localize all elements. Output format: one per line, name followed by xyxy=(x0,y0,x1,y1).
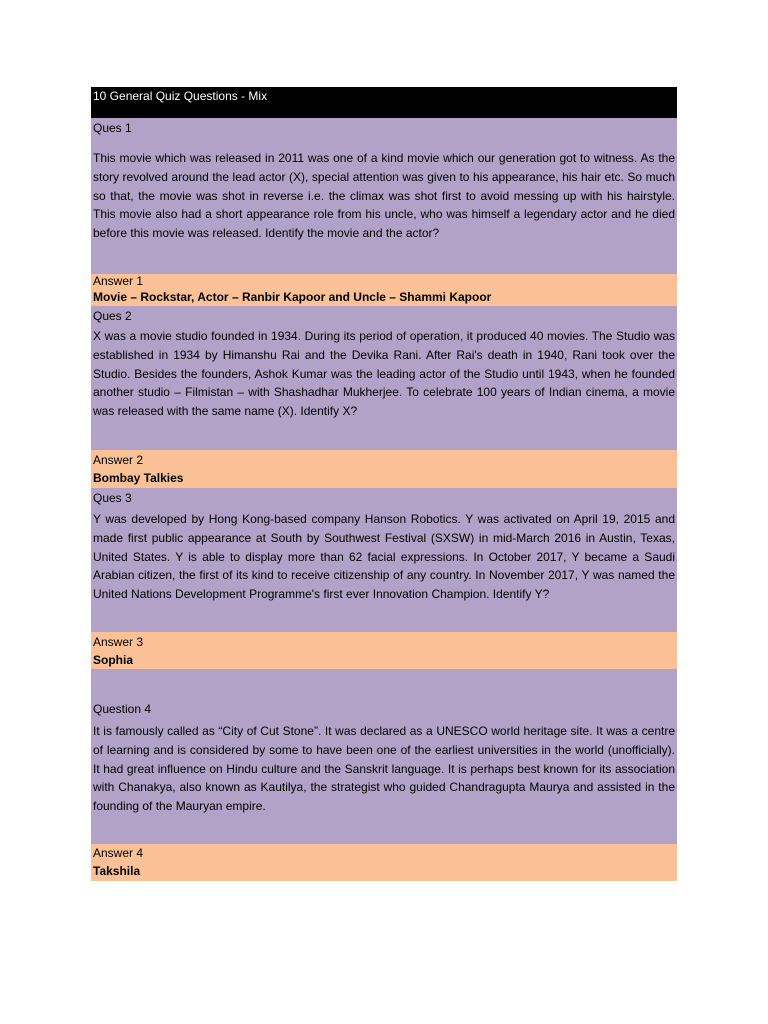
question-block-3 xyxy=(91,488,677,632)
question-block-2 xyxy=(91,306,677,450)
question-block-1 xyxy=(91,118,677,274)
question-text-4: It is famously called as “City of Cut Stone”. It was declared as a UNESCO world heritage site. It was a centre of learning and is considered by some to have been one of the earliest universities in the world (unofficially). It had great influence on Hindu culture and the Sanskrit language. It is perhaps best known for its association with Chanakya, also known as Kautilya, the strategist who guided Chandragupta Maurya and assisted in the founding of the Mauryan empire. xyxy=(93,724,675,814)
answer-text-1: Movie – Rockstar, Actor – Ranbir Kapoor and Uncle – Shammi Kapoor xyxy=(93,290,492,304)
answer-text-4: Takshila xyxy=(93,864,141,878)
answer-text-2: Bombay Talkies xyxy=(93,471,184,485)
answer-label-2: Answer 2 xyxy=(93,453,144,467)
question-label-1: Ques 1 xyxy=(93,121,132,135)
answer-block-1 xyxy=(91,274,677,306)
question-text-2: X was a movie studio founded in 1934. During its period of operation, it produced 40 movies. The Studio was established in 1934 by Himanshu Rai and the Devika Rani. After Rai's death in 1940, Rani took over the Studio. Besides the founders, Ashok Kumar was the leading actor of the Studio until 1943, when he founded another studio – Filmistan – with Shashadhar Mukherjee. To celebrate 100 years of Indian cinema, a movie was released with the same name (X). Identify X? xyxy=(93,329,675,419)
answer-block-2 xyxy=(91,450,677,488)
answer-label-1: Answer 1 xyxy=(93,274,144,288)
question-label-4: Question 4 xyxy=(93,702,152,716)
answer-block-4 xyxy=(91,844,677,881)
question-text-1: This movie which was released in 2011 was one of a kind movie which our generation got to witness. As the story revolved around the lead actor (X), special attention was given to his appearance, his hair etc. So much so that, the movie was shot in reverse i.e. the climax was shot first to avoid messing up with his hairstyle. This movie also had a short appearance role from his uncle, who was himself a legendary actor and he died before this movie was released. Identify the movie and the actor? xyxy=(93,151,675,241)
answer-text-3: Sophia xyxy=(93,653,134,667)
question-block-4 xyxy=(91,669,677,844)
answer-block-3 xyxy=(91,632,677,669)
sheet-title: 10 General Quiz Questions - Mix xyxy=(91,87,677,118)
question-text-3: Y was developed by Hong Kong-based company Hanson Robotics. Y was activated on April 19, 2015 and made first public appearance at South by Southwest Festival (SXSW) in mid-March 2016 in Austin, Texas, United States. Y is able to display more than 62 facial expressions. In October 2017, Y became a Saudi Arabian citizen, the first of its kind to receive citizenship of any country. In November 2017, Y was named the United Nations Development Programme's first ever Innovation Champion. Identify Y? xyxy=(93,512,675,602)
question-label-3: Ques 3 xyxy=(93,491,132,505)
question-label-2: Ques 2 xyxy=(93,309,132,323)
quiz-sheet xyxy=(91,87,677,881)
answer-label-4: Answer 4 xyxy=(93,846,144,860)
answer-label-3: Answer 3 xyxy=(93,635,144,649)
